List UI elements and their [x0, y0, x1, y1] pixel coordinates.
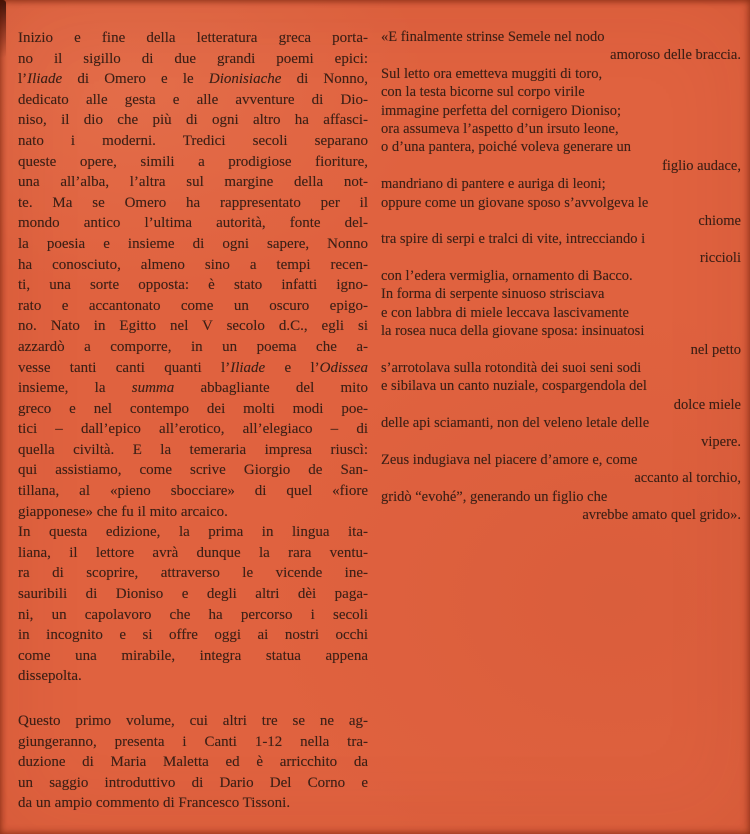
text-line: qui assistiamo, come scrive Giorgio de San-: [18, 462, 368, 479]
poem-quotation-column: [381, 28, 741, 525]
text-line: amoroso delle braccia.: [610, 47, 741, 64]
text-line: duzione di Maria Maletta ed è arricchito da: [18, 754, 368, 771]
text-line: riccioli: [699, 249, 741, 266]
text-line: delle api sciamanti, non del veleno letale delle: [381, 415, 650, 432]
left-text-column: [18, 28, 368, 814]
text-line: una all’alba, l’altra sul margine della not-: [18, 174, 368, 191]
text-line: «E finalmente strinse Semele nel nodo: [381, 29, 605, 45]
text-line: dedicato alle gesta e alle avventure di Dio-: [18, 91, 368, 108]
text-line: giungeranno, presenta i Canti 1-12 nella tra-: [18, 733, 368, 750]
volume-note-block: [18, 711, 368, 814]
scan-corner-mark: [0, 0, 6, 58]
text-line: vipere.: [701, 433, 741, 450]
text-line: accanto al torchio,: [634, 470, 741, 487]
text-line: con la testa bicorne sul corpo virile: [381, 84, 585, 101]
text-line: te. Ma se Omero ha rappresentato per il: [18, 194, 368, 211]
text-line: ti, una sorte opposta: è stato infatti igno-: [18, 277, 368, 294]
text-line: niso, il dio che più di ogni altro ha affasci-: [18, 112, 368, 129]
text-line: chiome: [698, 212, 741, 229]
text-line: rato e accantonato come un oscuro epigo-: [18, 297, 368, 314]
text-line: s’arrotolava sulla rotondità dei suoi seni sodi: [381, 360, 642, 377]
text-line: figlio audace,: [662, 157, 741, 174]
text-line: o d’una pantera, poiché voleva generare un: [381, 139, 632, 156]
text-line: queste opere, simili a prodigiose fioriture,: [18, 153, 368, 170]
text-line: mandriano di pantere e auriga di leoni;: [381, 176, 606, 193]
text-line: e sibilava un canto nuziale, cospargendola del: [381, 378, 647, 395]
text-line: con l’edera vermiglia, ornamento di Bacco.: [381, 268, 633, 285]
text-line: In questa edizione, la prima in lingua ita-: [18, 524, 368, 541]
text-line: greco e nel contempo dei molti modi poe-: [18, 400, 368, 417]
text-line: e con labbra di miele leccava lascivamente: [381, 304, 629, 321]
text-line: la rosea nuca della giovane sposa: insinuatosi: [381, 323, 645, 340]
text-line: no. Nato in Egitto nel V secolo d.C., egli si: [18, 318, 368, 335]
book-description-block: [18, 28, 368, 687]
text-line: gridò “evohé”, generando un figlio che: [381, 488, 608, 505]
text-line: quella civiltà. E la temeraria impresa riuscì:: [18, 441, 368, 458]
text-line: Inizio e fine della letteratura greca porta-: [18, 30, 368, 46]
text-line: oppure come un giovane sposo s’avvolgeva le: [381, 194, 649, 211]
text-line: insieme, la summa abbagliante del mito: [18, 380, 368, 397]
text-line: mondo antico l’ultima autorità, fonte del-: [18, 215, 368, 232]
text-line: in incognito e si offre oggi ai nostri occhi: [18, 627, 368, 644]
text-line: Zeus indugiava nel piacere d’amore e, come: [381, 451, 638, 468]
text-line: dolce miele: [673, 396, 741, 413]
text-line: nato i moderni. Tredici secoli separano: [18, 132, 368, 149]
text-line: ra di scoprire, attraverso le vicende ine-: [18, 565, 368, 582]
text-line: ora assumeva l’aspetto d’un irsuto leone,: [381, 120, 619, 137]
text-line: liana, il lettore avrà dunque la rara ventu-: [18, 544, 368, 561]
text-line: nel petto: [690, 341, 741, 358]
text-line: dissepolta.: [18, 668, 82, 685]
text-line: tra spire di serpi e tralci di vite, intrecciando i: [381, 231, 646, 248]
text-line: un saggio introduttivo di Dario Del Corno e: [18, 774, 368, 791]
text-line: ni, un capolavoro che ha percorso i secoli: [18, 606, 368, 623]
text-line: tillana, al «pieno sbocciare» di quel «fiore: [18, 483, 368, 500]
text-line: tici – dall’epico all’erotico, all’elegiaco – di: [18, 421, 368, 438]
text-line: come una mirabile, integra statua appena: [18, 647, 368, 664]
text-line: avrebbe amato quel grido».: [582, 507, 741, 524]
text-line: azzardò a comporre, in un poema che a-: [18, 338, 368, 355]
text-line: vesse tanti canti quanti l’Iliade e l’Odissea: [18, 359, 368, 376]
text-line: ha conosciuto, almeno sino a tempi recen-: [18, 256, 368, 273]
text-line: Sul letto ora emetteva muggiti di toro,: [381, 65, 603, 82]
text-line: Questo primo volume, cui altri tre se ne ag-: [18, 713, 368, 729]
text-line: l’Iliade di Omero e le Dionisiache di Nonno,: [18, 71, 368, 88]
text-line: giapponese» che fu il mito arcaico.: [18, 503, 228, 520]
text-line: sauribili di Dioniso e degli altri dèi paga-: [18, 586, 368, 603]
text-line: immagine perfetta del cornigero Dioniso;: [381, 102, 621, 119]
text-line: la poesia e insieme di ogni sapere, Nonno: [18, 235, 368, 252]
text-line: no il sigillo di due grandi poemi epici:: [18, 50, 368, 67]
text-line: da un ampio commento di Francesco Tissoni.: [18, 795, 291, 812]
text-line: In forma di serpente sinuoso strisciava: [381, 286, 605, 303]
